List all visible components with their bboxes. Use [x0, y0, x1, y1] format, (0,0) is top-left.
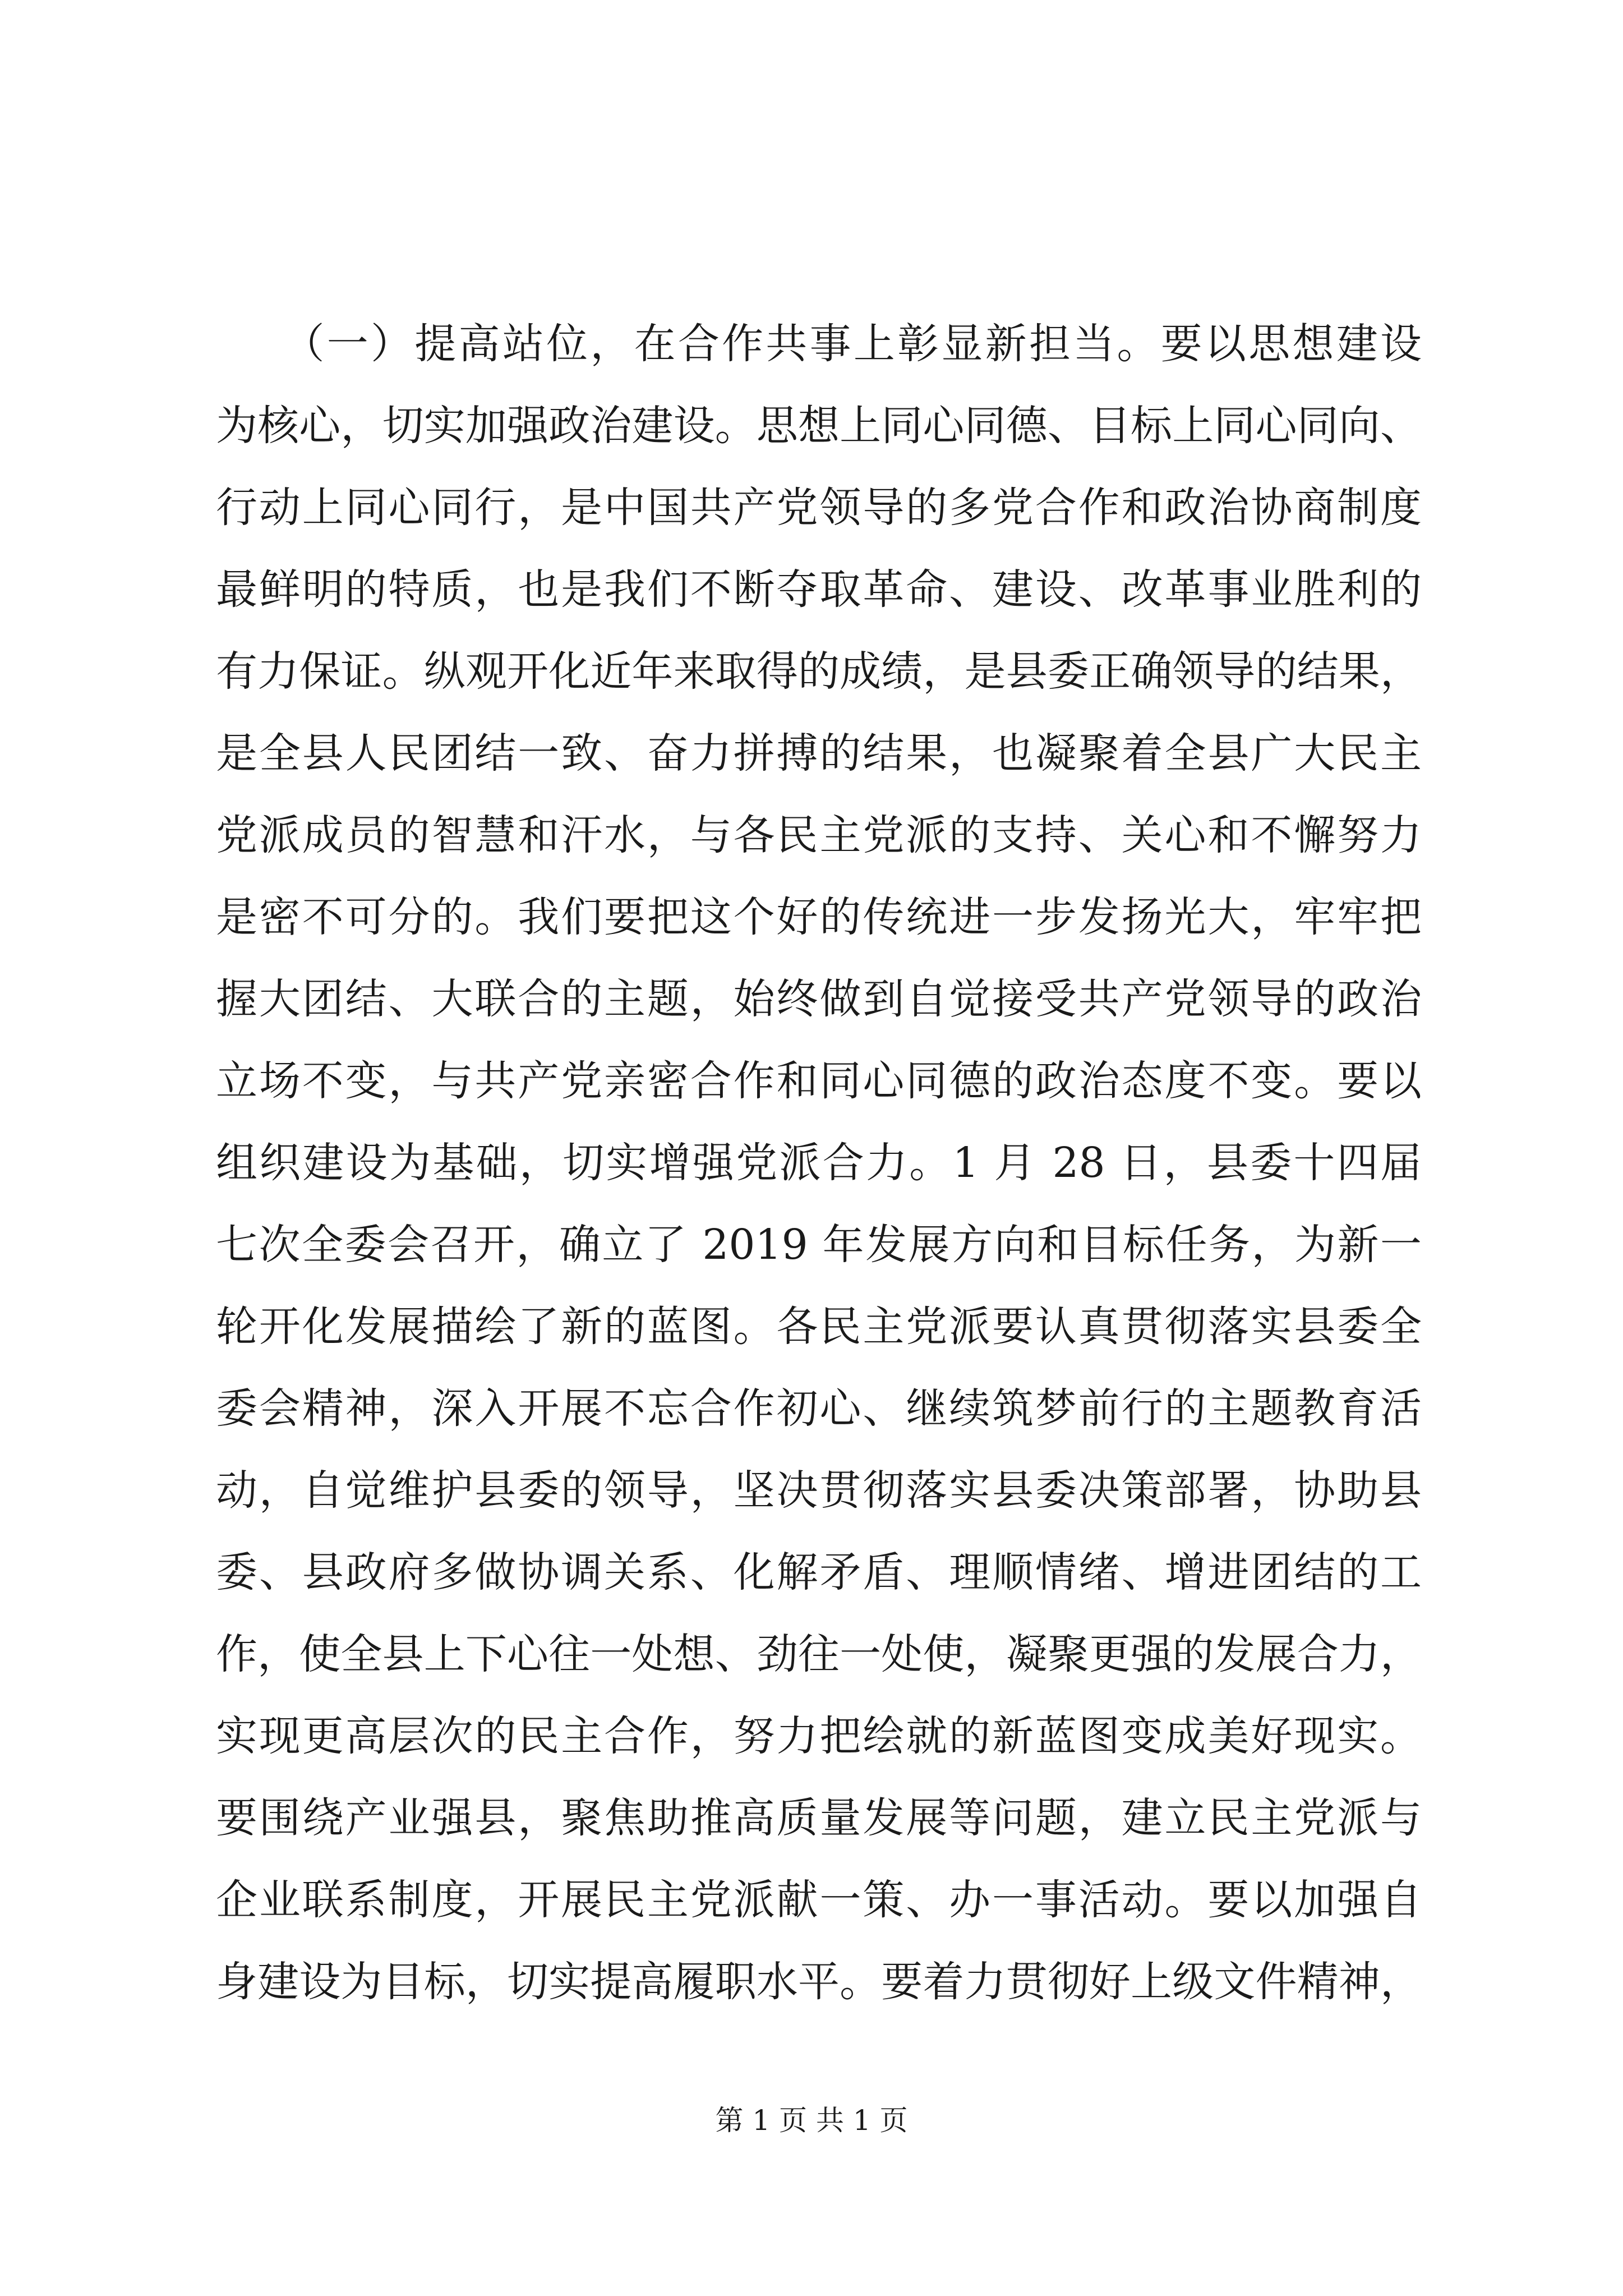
paragraph-line: 要围绕产业强县，聚焦助推高质量发展等问题，建立民主党派与 [216, 1794, 1422, 1842]
paragraph-line: 身建设为目标，切实提高履职水平。要着力贯彻好上级文件精神， [216, 1958, 1422, 2006]
paragraph-line: 动，自觉维护县委的领导，坚决贯彻落实县委决策部署，协助县 [216, 1466, 1422, 1515]
paragraph-line: 党派成员的智慧和汗水，与各民主党派的支持、关心和不懈努力 [216, 811, 1422, 859]
paragraph-line: 是全县人民团结一致、奋力拼搏的结果，也凝聚着全县广大民主 [216, 729, 1422, 777]
paragraph-line: 委、县政府多做协调关系、化解矛盾、理顺情绪、增进团结的工 [216, 1548, 1422, 1596]
paragraph-line: 为核心，切实加强政治建设。思想上同心同德、目标上同心同向、 [216, 402, 1422, 450]
paragraph-line: 有力保证。纵观开化近年来取得的成绩，是县委正确领导的结果， [216, 647, 1422, 696]
paragraph-line: 轮开化发展描绘了新的蓝图。各民主党派要认真贯彻落实县委全 [216, 1303, 1422, 1351]
paragraph-line: 握大团结、大联合的主题，始终做到自觉接受共产党领导的政治 [216, 975, 1422, 1023]
paragraph-line: 企业联系制度，开展民主党派献一策、办一事活动。要以加强自 [216, 1876, 1422, 1924]
paragraph-line: 实现更高层次的民主合作，努力把绘就的新蓝图变成美好现实。 [216, 1712, 1422, 1760]
paragraph-line: 委会精神，深入开展不忘合作初心、继续筑梦前行的主题教育活 [216, 1384, 1422, 1433]
paragraph-line: （一）提高站位，在合作共事上彰显新担当。要以思想建设 [216, 320, 1422, 368]
body-paragraph [216, 303, 1422, 2023]
page-footer: 第 1 页 共 1 页 [715, 2104, 908, 2137]
paragraph-line: 组织建设为基础，切实增强党派合力。1 月 28 日，县委十四届 [216, 1139, 1422, 1187]
paragraph-line: 作，使全县上下心往一处想、劲往一处使，凝聚更强的发展合力， [216, 1630, 1422, 1678]
paragraph-line: 最鲜明的特质，也是我们不断夺取革命、建设、改革事业胜利的 [216, 565, 1422, 614]
paragraph-line: 是密不可分的。我们要把这个好的传统进一步发扬光大，牢牢把 [216, 893, 1422, 941]
paragraph-line: 七次全委会召开，确立了 2019 年发展方向和目标任务，为新一 [216, 1221, 1422, 1269]
paragraph-line: 立场不变，与共产党亲密合作和同心同德的政治态度不变。要以 [216, 1057, 1422, 1105]
paragraph-line: 行动上同心同行，是中国共产党领导的多党合作和政治协商制度 [216, 484, 1422, 532]
